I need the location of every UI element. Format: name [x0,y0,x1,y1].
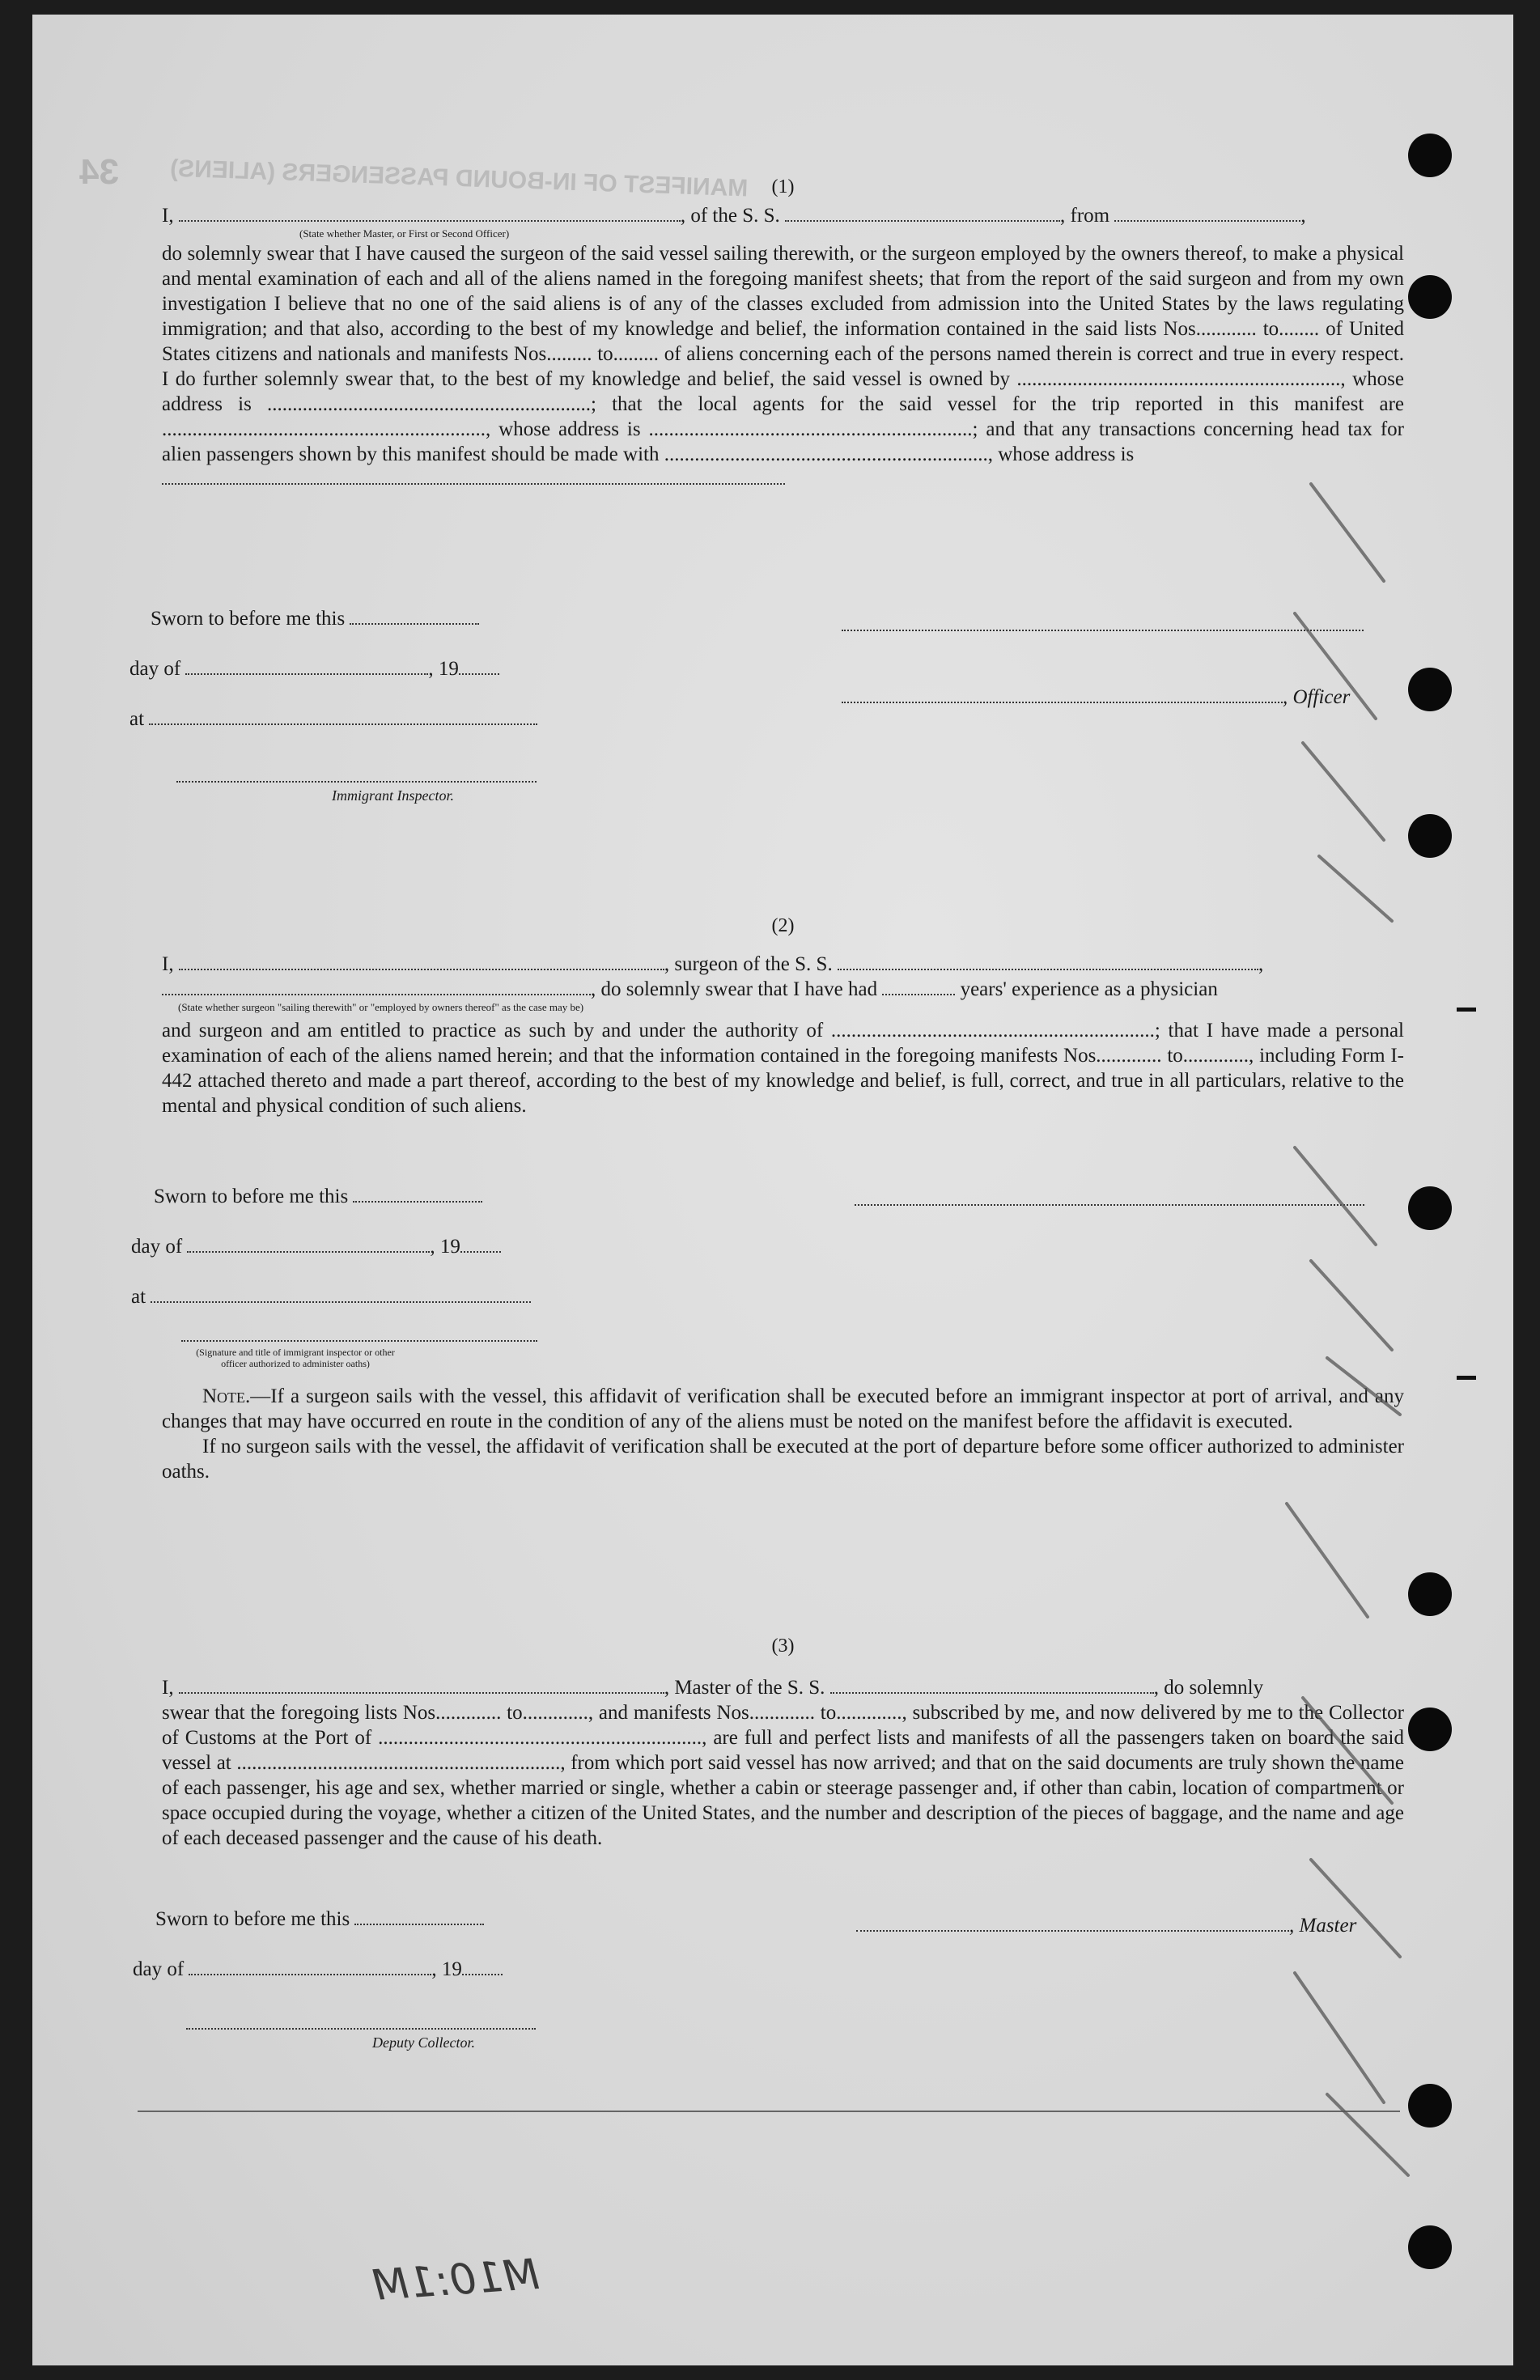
examiner-signature-line [181,1340,537,1342]
pencil-tally-marks [1262,435,1440,2256]
margin-tick [1457,1008,1476,1012]
binder-hole [1408,2084,1452,2128]
document-page [32,15,1513,2365]
bleed-through-title: MANIFEST OF IN-BOUND PASSENGERS (ALIENS) [169,155,749,202]
affidavit-1-body: do solemnly swear that I have caused the surgeon of the said vessel sailing therewith, or the surgeon employed by the owners thereof, to make a physical and mental examination of each and all of the aliens named in the foregoing manifest sheets; that from the report of the said surgeon and from my own investigation I believe that no one of the said aliens is of any of the classes excluded from admission into the United States by the laws regulating immigration; and that also, according to the best of my knowledge and belief, the information contained in the said lists Nos............ to........ of United States citizens and nationals and manifests Nos......... to......... of aliens concerning each of the persons named therein is correct and true in every respect. I do further solemnly swear that, to the best of my knowledge and belief, the said vessel is owned by ................................................................, whose address is ................................................................; that the local agents for the said vessel for the trip reported in this manifest are ................................................................, whose address is ................................................................; and that any transactions concerning head tax for alien passengers shown by this manifest should be made with ................................................................, whose address is [162,243,1404,465]
deputy-collector-label: Deputy Collector. [372,2034,475,2051]
affidavit-2 [162,915,1404,1118]
sworn-line-1: Sworn to before me this [151,608,479,630]
note-paragraph-1: Note.—If a surgeon sails with the vessel, this affidavit of verification shall be executed before an immigrant inspector at port of arrival, and any changes that may have occurred en route in the condition of any of the aliens must be noted on the manifest before the affidavit is executed. [162,1385,1404,1432]
day-line-1: day of , 19 [129,658,499,681]
surgeon-note [162,1384,1404,1484]
section-number: (2) [771,915,795,936]
section-number: (1) [771,176,795,197]
note-paragraph-2: If no surgeon sails with the vessel, the affidavit of verification shall be executed at the port of departure before some officer authorized to administer oaths. [162,1436,1404,1483]
binder-hole [1408,1708,1452,1751]
at-line-1: at [129,708,537,731]
binder-hole [1408,275,1452,319]
affidavit-3-body: swear that the foregoing lists Nos............. to............., and manifests Nos............. to............., subscribed by me, and now delivered by me to the Collector of Customs at the Port of ................................................................, are full and perfect lists and manifests of all the passengers taken on board the said vessel at ................................................................, from which port said vessel has now arrived; and that on the said documents are truly shown the name of each passenger, his age and sex, whether married or single, whether a cabin or steerage passenger and, if other than cabin, location of compartment or space occupied during the voyage, whether a citizen of the United States, and the number and description of the pieces of baggage, and the name and age of each deceased passenger and the cause of his death. [162,1702,1404,1849]
officer-signature-line: , Officer [842,686,1350,709]
address-blank [162,470,785,485]
binder-hole [1408,1186,1452,1230]
affidavit-3 [162,1635,1404,1851]
affidavit-2-first-line: I, , surgeon of the S. S. , [162,953,1264,975]
affidavit-2-second-line: , do solemnly swear that I have had years' experience as a physician [162,977,1404,1002]
signature-title-note: (Signature and title of immigrant inspector or other officer authorized to administer oaths) [196,1347,395,1369]
binder-hole [1408,134,1452,177]
master-signature-line: , Master [856,1915,1356,1937]
affidavit-1 [162,176,1404,485]
handwritten-notation-text: M10:1M [371,2250,541,2311]
sworn-line-3: Sworn to before me this [155,1908,484,1931]
bleed-through-number: 34 [79,152,119,192]
day-line-2: day of , 19 [131,1236,501,1258]
surgeon-status-note: (State whether surgeon "sailing therewith" or "employed by owners thereof" as the case may be) [178,1001,584,1013]
binder-hole [1408,1572,1452,1616]
collector-signature-line [186,2028,536,2030]
margin-tick [1457,1376,1476,1380]
binder-hole [1408,668,1452,711]
officer-rank-note: (State whether Master, or First or Second Officer) [299,227,510,240]
section-number: (3) [771,1635,795,1657]
affidavit-3-first-line: I, , Master of the S. S. , do solemnly [162,1677,1264,1699]
bottom-rule [138,2111,1400,2112]
affidavit-1-opening: I, , of the S. S. , from , [162,205,1306,227]
inspector-signature-line [176,781,537,783]
day-line-3: day of , 19 [133,1958,503,1981]
binder-hole [1408,814,1452,858]
affidavit-2-body: and surgeon and am entitled to practice as such by and under the authority of ................................................................; that I have made a personal examination of each of the aliens named herein; and that the information contained in the foregoing manifests Nos............. to............., including Form I-442 attached thereto and made a part thereof, according to the best of my knowledge and belief, is full, correct, and true in all particulars, relative to the mental and physical condition of such aliens. [162,1020,1404,1117]
affidavit-1-first-line [162,203,1404,228]
at-line-2: at [131,1286,531,1309]
binder-hole [1408,2225,1452,2269]
immigrant-inspector-label: Immigrant Inspector. [332,787,454,804]
sworn-line-2: Sworn to before me this [154,1186,482,1208]
